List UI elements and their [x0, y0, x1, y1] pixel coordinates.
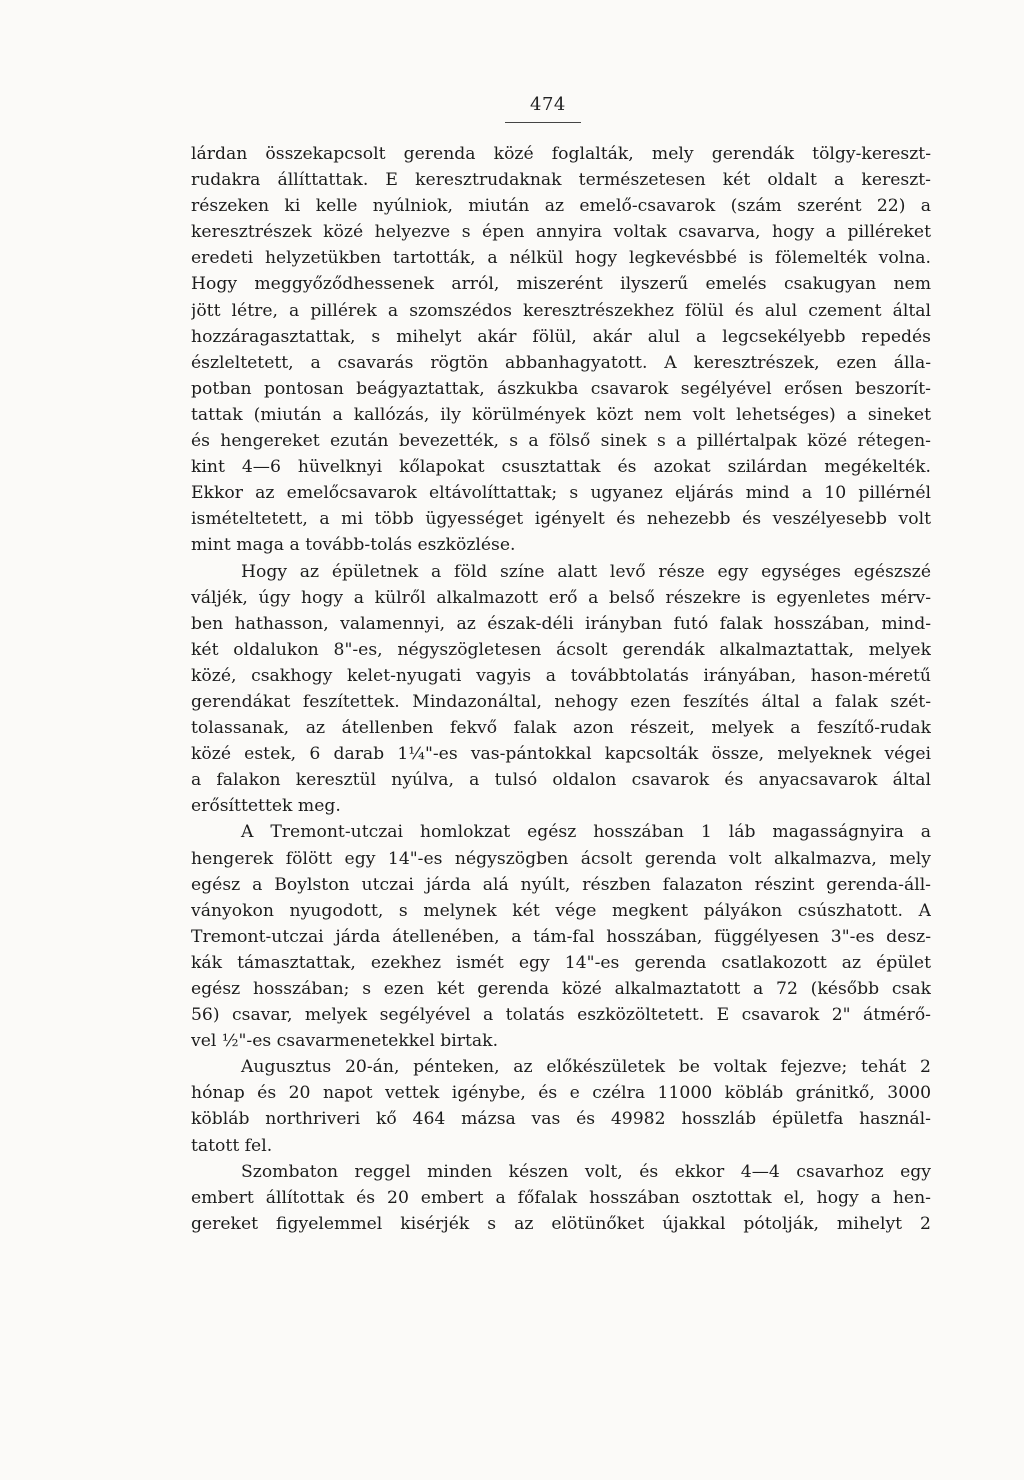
text-line: eredeti helyzetükben tartották, a nélkül hogy legkevésbbé is fölemelték volna.	[191, 248, 931, 269]
text-line: Hogy az épületnek a föld színe alatt levő része egy egységes egészszé	[241, 561, 931, 582]
text-line: és hengereket ezután bevezették, s a fölső sinek s a pillértalpak közé rétegen-	[191, 431, 931, 452]
page-number: 474	[530, 94, 566, 115]
text-line: 56) csavar, melyek segélyével a tolatás eszközöltetett. E csavarok 2" átmérő-	[191, 1005, 931, 1026]
text-line: hónap és 20 napot vettek igénybe, és e czélra 11000 köbláb gránitkő, 3000	[191, 1083, 931, 1104]
text-line: rudakra állíttattak. E keresztrudaknak természetesen két oldalt a kereszt-	[191, 170, 931, 191]
text-line: lárdan összekapcsolt gerenda közé foglalták, mely gerendák tölgy-kereszt-	[191, 144, 931, 164]
text-line: ismételtetett, a mi több ügyességet igényelt és nehezebb és veszélyesebb volt	[191, 509, 931, 530]
text-line: gerendákat feszítettek. Mindazonáltal, nehogy ezen feszítés által a falak szét-	[191, 691, 931, 712]
text-line: két oldalukon 8"-es, négyszögletesen ácsolt gerendák alkalmaztattak, melyek	[191, 639, 931, 660]
text-line: a falakon keresztül nyúlva, a tulsó oldalon csavarok és anyacsavarok által	[191, 770, 931, 791]
text-line: tolassanak, az átellenben fekvő falak azon részeit, melyek a feszítő-rudak	[191, 718, 931, 739]
text-line: közé, csakhogy kelet-nyugati vagyis a továbbtolatás irányában, hason-méretű	[191, 665, 931, 686]
text-line: tattak (miután a kallózás, ily körülmények közt nem volt lehetséges) a sineket	[191, 404, 931, 425]
text-line: észleltetett, a csavarás rögtön abbanhagyatott. A keresztrészek, ezen álla-	[191, 352, 931, 373]
text-line: hozzáragasztattak, s mihelyt akár fölül, akár alul a legcsekélyebb repedés	[191, 326, 931, 347]
text-line: keresztrészek közé helyezve s épen annyira voltak csavarva, hogy a pilléreket	[191, 222, 931, 243]
text-line: ben hathasson, valamennyi, az észak-déli irányban futó falak hosszában, mind-	[191, 613, 931, 634]
text-line: részeken ki kelle nyúlniok, miután az emelő-csavarok (szám szerént 22) a	[191, 196, 931, 217]
text-line: jött létre, a pillérek a szomszédos keresztrészekhez fölül és alul czement által	[191, 300, 931, 321]
text-line: váljék, úgy hogy a külről alkalmazott erő a belső részekre is egyenletes mérv-	[191, 587, 931, 608]
text-line: ványokon nyugodott, s melynek két vége megkent pályákon csúszhatott. A	[191, 900, 931, 921]
text-line: Hogy meggyőződhessenek arról, miszerént ilyszerű emelés csakugyan nem	[191, 274, 931, 295]
text-line: Tremont-utczai járda átellenében, a tám-fal hosszában, függélyesen 3"-es desz-	[191, 926, 931, 947]
text-line: Augusztus 20-án, pénteken, az előkészületek be voltak fejezve; tehát 2	[241, 1057, 931, 1078]
text-line: mint maga a tovább-tolás eszközlése.	[191, 535, 516, 556]
text-line: kák támasztattak, ezekhez ismét egy 14"-es gerenda csatlakozott az épület	[191, 952, 931, 973]
body-text	[191, 141, 931, 1237]
text-line: egész a Boylston utczai járda alá nyúlt, részben falazaton részint gerenda-áll-	[191, 874, 931, 895]
text-line: potban pontosan beágyaztattak, ászkukba csavarok segélyével erősen beszorít-	[191, 378, 931, 399]
text-line: A Tremont-utczai homlokzat egész hosszában 1 láb magasságnyira a	[241, 822, 931, 843]
page-number-rule	[505, 122, 581, 123]
text-line: egész hosszában; s ezen két gerenda közé alkalmaztatott a 72 (később csak	[191, 979, 931, 999]
text-line: gereket figyelemmel kisérjék s az elötünőket újakkal pótolják, mihelyt 2	[191, 1213, 931, 1234]
text-line: Ekkor az emelőcsavarok eltávolíttattak; s ugyanez eljárás mind a 10 pillérnél	[191, 483, 931, 504]
text-line: tatott fel.	[191, 1135, 273, 1156]
text-line: vel ½"-es csavarmenetekkel birtak.	[191, 1031, 499, 1052]
text-line: hengerek fölött egy 14"-es négyszögben ácsolt gerenda volt alkalmazva, mely	[191, 848, 931, 869]
text-line: erősíttettek meg.	[191, 796, 341, 817]
text-line: embert állítottak és 20 embert a főfalak hosszában osztottak el, hogy a hen-	[191, 1187, 931, 1208]
text-line: Szombaton reggel minden készen volt, és ekkor 4—4 csavarhoz egy	[241, 1161, 931, 1182]
text-line: köbláb northriveri kő 464 mázsa vas és 49982 hosszláb épületfa használ-	[191, 1109, 931, 1130]
text-line: közé estek, 6 darab 1¼"-es vas-pántokkal kapcsolták össze, melyeknek végei	[191, 744, 931, 765]
text-line: kint 4—6 hüvelknyi kőlapokat csusztattak és azokat szilárdan megékelték.	[191, 457, 931, 478]
